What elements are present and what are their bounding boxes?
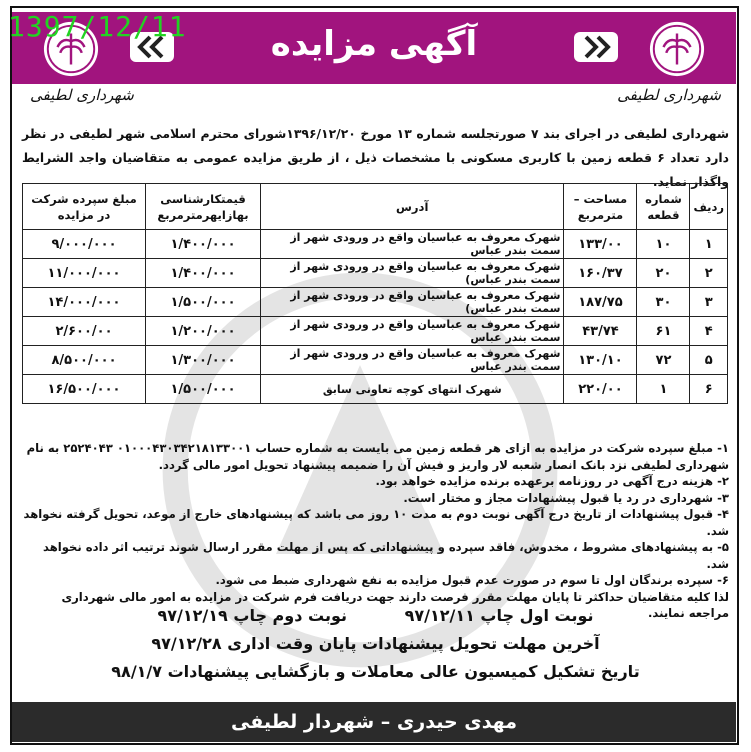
cell-address: شهرک معروف به عباسیان واقع در ورودی شهر از سمت بندر عباس [261, 317, 564, 346]
submission-deadline: آخرین مهلت تحویل پیشنهادات پایان وقت اداری ۹۷/۱۲/۲۸ [151, 634, 600, 653]
cell-row: ۵ [690, 346, 728, 375]
intro-paragraph: شهرداری لطیفی در اجرای بند ۷ صورتجلسه شماره ۱۳ مورخ ۱۳۹۶/۱۲/۲۰شورای محترم اسلامی شهر لطیفی در نظر دارد تعداد ۶ قطعه زمین با کاربری مسکونی با مشخصات ذیل ، از طریق مزایده عمومی به متقاضیان واجد الشرایط واگذار نماید. [22, 126, 729, 189]
cell-address: شهرک انتهای کوچه تعاونی سابق [261, 375, 564, 404]
cell-area: ۱۳۳/۰۰ [564, 230, 637, 259]
note-item: ۶- سپرده برندگان اول تا سوم در صورت عدم قبول مزایده به نفع شهرداری ضبط می شود. [215, 573, 729, 587]
table-row [23, 259, 728, 288]
commission-date: تاریخ تشکیل کمیسیون عالی معاملات و بازگشایی پیشنهادات ۹۸/۱/۷ [111, 662, 640, 681]
cell-deposit: ۸/۵۰۰/۰۰۰ [23, 346, 146, 375]
note-item: ۵- به پیشنهادهای مشروط ، مخدوش، فاقد سپرده و پیشنهاداتی که پس از مهلت مقرر ارسال شوند ترتیب اثر داده نخواهد شد. [43, 540, 729, 571]
lots-table [22, 183, 728, 404]
table-header-row [23, 184, 728, 230]
cell-lot: ۷۲ [637, 346, 690, 375]
note-item: لذا کلیه متقاضیان حداکثر تا پایان مهلت مقرر فرصت دارند جهت دریافت فرم شرکت در مزایده به امور مالی شهرداری مراجعه نمایند. [61, 589, 729, 620]
signature-left: شهرداری لطیفی [30, 86, 134, 104]
cell-deposit: ۱۱/۰۰۰/۰۰۰ [23, 259, 146, 288]
conditions-list [22, 440, 729, 622]
cell-price: ۱/۳۰۰/۰۰۰ [146, 346, 261, 375]
table-row [23, 288, 728, 317]
cell-address: شهرک معروف به عباسیان واقع در ورودی شهر از سمت بندر عباس [261, 230, 564, 259]
note-item: ۲- هزینه درج آگهی در روزنامه برعهده برنده مزایده خواهد بود. [375, 474, 729, 488]
cell-lot: ۱۰ [637, 230, 690, 259]
first-print-date: نوبت اول چاپ ۹۷/۱۲/۱۱ [404, 606, 594, 625]
note-item: ۳- شهرداری در رد یا قبول پیشنهادات مجاز و مختار است. [403, 490, 729, 505]
cell-address: شهرک معروف به عباسیان واقع در ورودی شهر از سمت بندر عباس) [261, 288, 564, 317]
cell-deposit: ۱۴/۰۰۰/۰۰۰ [23, 288, 146, 317]
cell-price: ۱/۵۰۰/۰۰۰ [146, 288, 261, 317]
chevron-right-icon [574, 32, 618, 62]
cell-area: ۱۶۰/۳۷ [564, 259, 637, 288]
cell-address: شهرک معروف به عباسیان واقع در ورودی شهر از سمت بندر عباس) [261, 259, 564, 288]
cell-deposit: ۹/۰۰۰/۰۰۰ [23, 230, 146, 259]
cell-lot: ۳۰ [637, 288, 690, 317]
header-address: آدرس [261, 184, 564, 230]
cell-area: ۲۲۰/۰۰ [564, 375, 637, 404]
cell-lot: ۲۰ [637, 259, 690, 288]
header-deposit: مبلغ سپرده شرکت در مزایده [23, 184, 146, 230]
note-item: ۴- قبول پیشنهادات از تاریخ درج آگهی نوبت دوم به مدت ۱۰ روز می باشد که پیشنهادهای خارج از موعد، تحویل گرفته نخواهد شد. [23, 507, 729, 538]
cell-deposit: ۲/۶۰۰/۰۰ [23, 317, 146, 346]
cell-lot: ۱ [637, 375, 690, 404]
header-price: قیمتکارشناسی بهازایهرمترمربع [146, 184, 261, 230]
schedule-dates [22, 602, 729, 686]
header-area: مساحت – مترمربع [564, 184, 637, 230]
header-row-number: ردیف [690, 184, 728, 230]
print-dates-row [22, 602, 729, 630]
page-title: آگهی مزایده [270, 24, 478, 64]
cell-row: ۱ [690, 230, 728, 259]
date-stamp: 1397/12/11 [8, 10, 187, 43]
table-row [23, 346, 728, 375]
table-row [23, 375, 728, 404]
table-row [23, 230, 728, 259]
cell-price: ۱/۵۰۰/۰۰۰ [146, 375, 261, 404]
cell-deposit: ۱۶/۵۰۰/۰۰۰ [23, 375, 146, 404]
cell-lot: ۶۱ [637, 317, 690, 346]
cell-price: ۱/۲۰۰/۰۰۰ [146, 317, 261, 346]
cell-price: ۱/۴۰۰/۰۰۰ [146, 259, 261, 288]
cell-address: شهرک معروف به عباسیان واقع در ورودی شهر از سمت بندر عباس [261, 346, 564, 375]
cell-row: ۲ [690, 259, 728, 288]
cell-price: ۱/۴۰۰/۰۰۰ [146, 230, 261, 259]
signature-right: شهرداری لطیفی [617, 86, 721, 104]
table-row [23, 317, 728, 346]
cell-row: ۳ [690, 288, 728, 317]
note-item: ۱- مبلغ سپرده شرکت در مزایده به ازای هر قطعه زمین می بایست به شماره حساب ۰۱۰۰۰۴۳۰۳۴۲۱۸۱۳۳۰۰۱ ۲۵۲۴۰۴۳ به نام شهرداری لطیفی نزد بانک انصار شعبه لار واریز و فیش آن را ضمیمه پیشنهاد تحویل امور مالی گردد. [26, 441, 729, 472]
cell-area: ۱۳۰/۱۰ [564, 346, 637, 375]
second-print-date: نوبت دوم چاپ ۹۷/۱۲/۱۹ [157, 606, 347, 625]
municipality-logo-icon [648, 20, 706, 78]
cell-area: ۴۳/۷۴ [564, 317, 637, 346]
cell-row: ۴ [690, 317, 728, 346]
header-lot-number: شماره قطعه [637, 184, 690, 230]
mayor-signature-bar: مهدی حیدری – شهردار لطیفی [12, 702, 736, 742]
cell-row: ۶ [690, 375, 728, 404]
cell-area: ۱۸۷/۷۵ [564, 288, 637, 317]
